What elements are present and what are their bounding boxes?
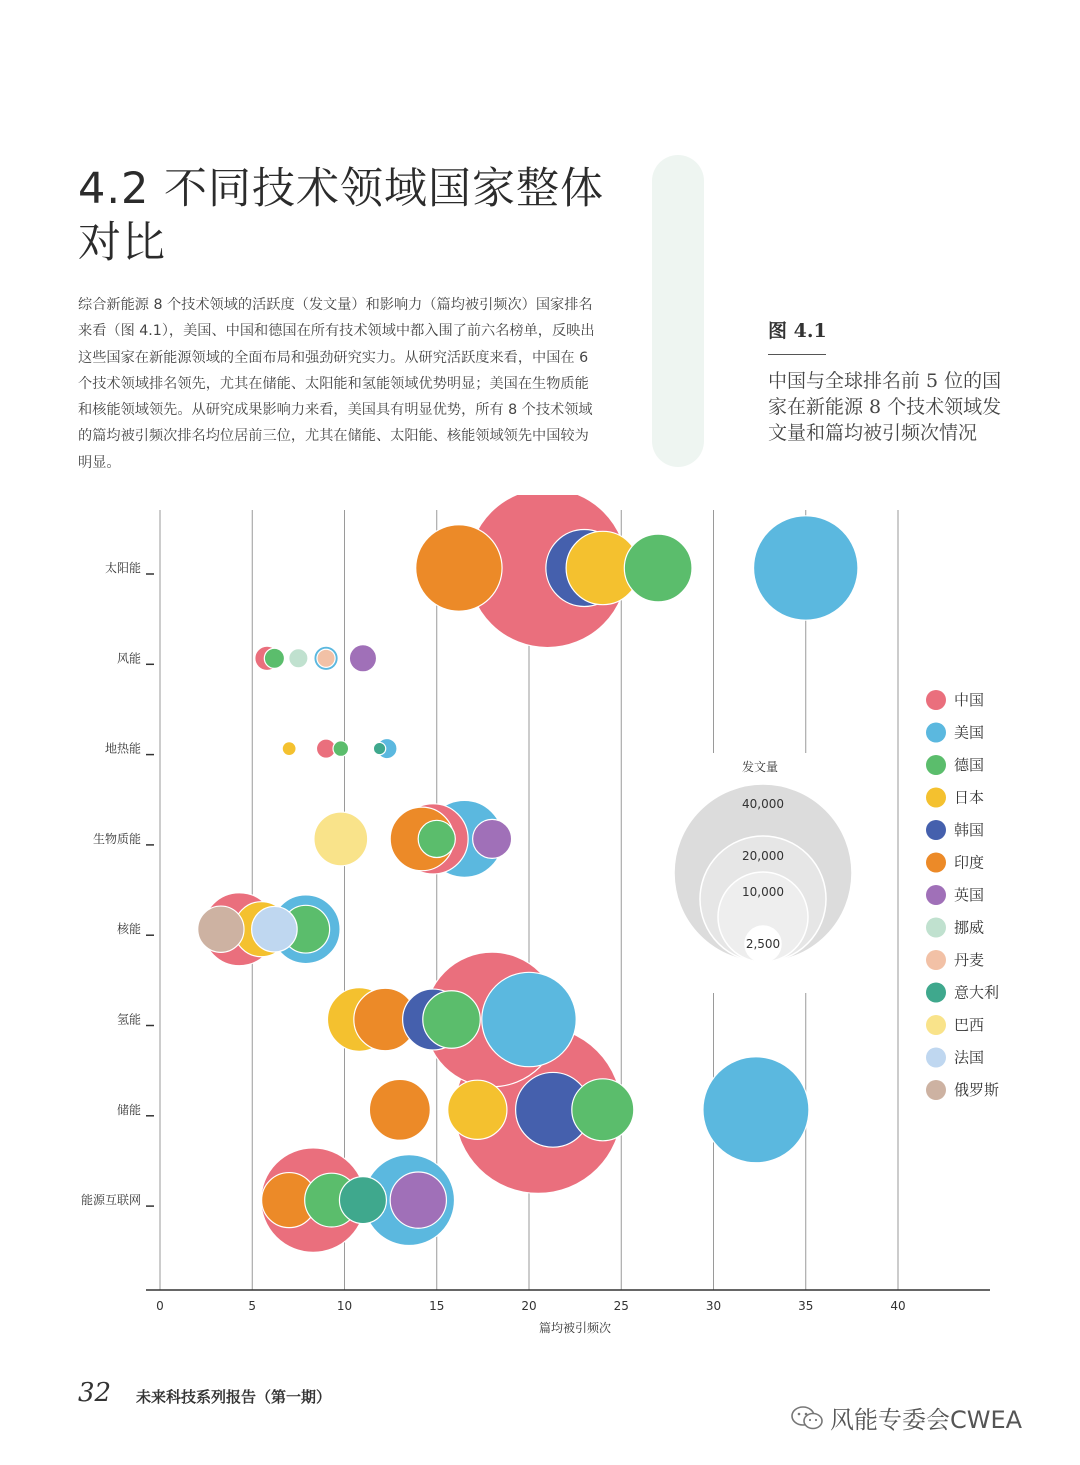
legend-label: 挪威	[954, 918, 985, 937]
x-tick-label: 35	[798, 1299, 814, 1313]
y-tick-label: 地热能	[104, 741, 141, 756]
legend-label: 中国	[954, 691, 985, 709]
y-tick-label: 储能	[116, 1102, 141, 1117]
bubble	[572, 1079, 634, 1141]
section-intro: 综合新能源 8 个技术领域的活跃度（发文量）和影响力（篇均被引频次）国家排名来看（图 4.1），美国、中国和德国在所有技术领域中都入围了前六名榜单，反映出这些国家在新能源领域的全面布局和强劲研究实力。从研究活跃度来看，中国在 6 个技术领域排名领先，尤其在储能、太阳能和氢能领域优势明显；美国在生物质能和核能领域领先。从研究成果影响力来看，美国具有明显优势，所有 8 个技术领域的篇均被引频次排名均位居前三位，尤其在储能、太阳能、核能领域领先中国较为明显。	[78, 297, 595, 471]
bubble	[448, 1080, 507, 1139]
size-legend-label: 2,500	[745, 937, 781, 951]
y-tick-label: 氢能	[116, 1012, 141, 1027]
bubble	[282, 742, 296, 756]
legend-swatch	[926, 918, 946, 938]
color-legend	[926, 690, 999, 1100]
y-tick-label: 生物质能	[92, 831, 141, 846]
size-legend-title: 发文量	[741, 760, 779, 774]
x-tick-label: 10	[336, 1299, 353, 1313]
decorative-bar	[652, 155, 704, 467]
bubble	[314, 812, 368, 866]
bubble	[289, 649, 308, 668]
bubble	[317, 649, 335, 667]
bubble	[252, 906, 298, 952]
watermark-text: 风能专委会CWEA	[830, 1406, 1023, 1434]
figure-label: 图 4.1	[768, 320, 827, 342]
legend-swatch	[926, 1015, 946, 1035]
legend-label: 日本	[954, 788, 985, 807]
bubble	[624, 534, 692, 602]
legend-label: 法国	[954, 1048, 985, 1067]
bubble	[390, 1172, 446, 1228]
legend-label: 丹麦	[954, 951, 985, 969]
x-tick-label: 0	[156, 1299, 164, 1313]
bubble	[482, 972, 576, 1066]
bubble-chart	[0, 495, 1080, 1355]
y-tick-label: 核能	[116, 922, 141, 937]
legend-swatch	[926, 690, 946, 710]
legend-label: 意大利	[954, 983, 1000, 1002]
x-tick-label: 5	[248, 1299, 257, 1313]
size-legend-label: 40,000	[742, 797, 784, 811]
bubble	[369, 1079, 430, 1140]
x-tick-label: 15	[429, 1299, 445, 1313]
figure-divider	[768, 354, 826, 355]
bubble	[423, 991, 480, 1048]
report-title: 未来科技系列报告（第一期）	[136, 1388, 332, 1406]
y-tick-label: 风能	[116, 651, 141, 666]
watermark	[790, 1400, 1022, 1435]
legend-label: 德国	[954, 756, 985, 774]
y-axis-labels	[81, 560, 154, 1207]
size-legend	[660, 753, 870, 993]
bubble	[373, 742, 385, 754]
bubble	[339, 1177, 386, 1224]
bubble	[703, 1057, 809, 1163]
x-tick-label: 30	[705, 1299, 722, 1313]
legend-swatch	[926, 820, 946, 840]
wechat-icon	[790, 1405, 824, 1431]
figure-caption: 中国与全球排名前 5 位的国家在新能源 8 个技术领域发文量和篇均被引频次情况	[768, 370, 1002, 444]
bubble	[198, 906, 244, 952]
x-tick-label: 40	[890, 1299, 906, 1313]
legend-label: 韩国	[954, 821, 985, 839]
legend-label: 英国	[954, 886, 985, 904]
bubble	[416, 525, 502, 611]
legend-label: 俄罗斯	[954, 1081, 1000, 1099]
legend-swatch	[926, 723, 946, 743]
legend-swatch	[926, 755, 946, 775]
x-tick-label: 25	[613, 1299, 629, 1313]
bubble	[333, 741, 349, 757]
size-legend-label: 20,000	[742, 849, 784, 863]
bubble	[754, 516, 858, 620]
bubble	[349, 645, 376, 672]
legend-swatch	[926, 885, 946, 905]
bubble	[418, 820, 455, 857]
x-tick-label: 20	[521, 1299, 537, 1313]
legend-label: 巴西	[954, 1016, 985, 1034]
size-legend-label: 10,000	[742, 885, 784, 899]
legend-label: 印度	[954, 853, 985, 872]
legend-swatch	[926, 853, 946, 873]
page-number: 32	[78, 1378, 112, 1408]
legend-swatch	[926, 1048, 946, 1068]
legend-swatch	[926, 1080, 946, 1100]
y-tick-label: 太阳能	[104, 561, 141, 575]
legend-swatch	[926, 950, 946, 970]
x-axis-title: 篇均被引频次	[538, 1321, 612, 1335]
y-tick-label: 能源互联网	[80, 1193, 141, 1208]
legend-swatch	[926, 788, 946, 808]
legend-swatch	[926, 983, 946, 1003]
bubble	[264, 648, 284, 668]
x-axis	[146, 1290, 990, 1335]
section-title: 4.2 不同技术领域国家整体对比	[78, 164, 605, 268]
bubble	[473, 819, 512, 858]
legend-label: 美国	[954, 723, 985, 742]
